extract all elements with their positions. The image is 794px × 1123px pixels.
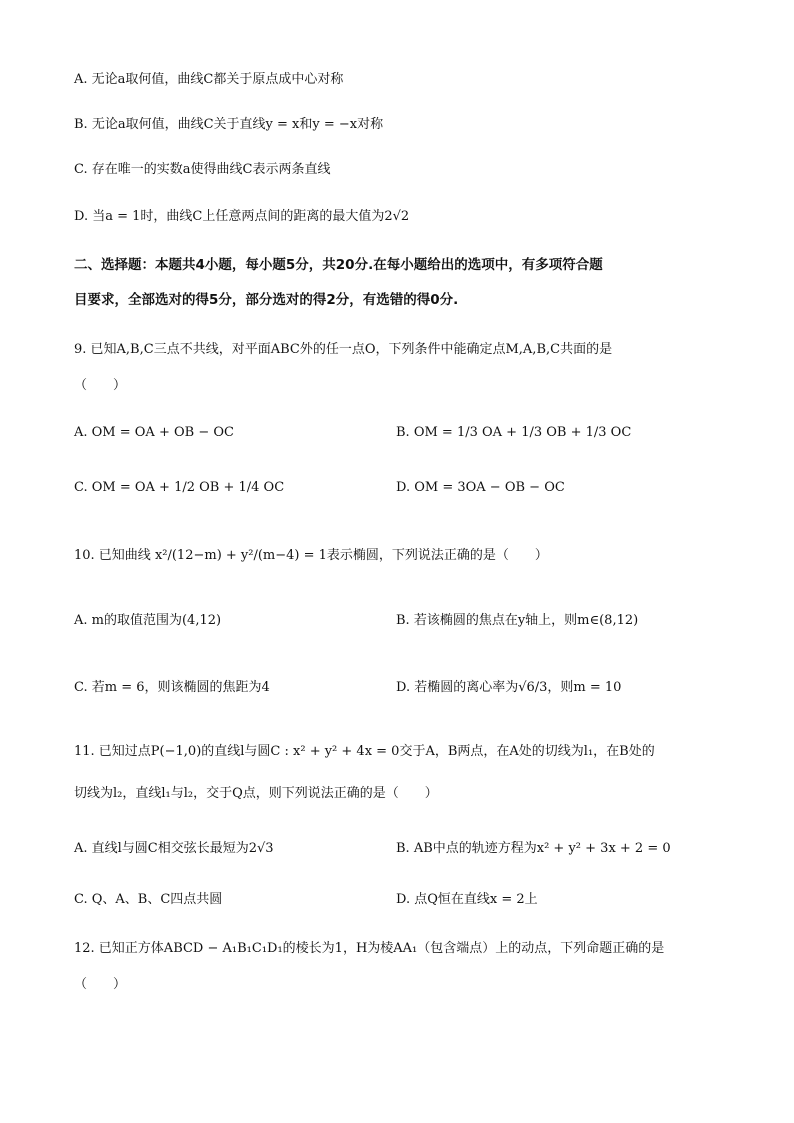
q10-option-c: C. 若m = 6，则该椭圆的焦距为4 [74, 680, 270, 695]
q11-stem-line1: 11. 已知过点P(−1,0)的直线l与圆C : x² + y² + 4x = 0交于A，B两点，在A处的切线为l₁，在B处的 [74, 744, 655, 759]
q8-option-b: B. 无论a取何值，曲线C关于直线y = x和y = −x对称 [74, 117, 384, 132]
q11-option-a: A. 直线l与圆C相交弦长最短为2√3 [74, 841, 274, 856]
q10-option-d: D. 若椭圆的离心率为√6/3，则m = 10 [396, 680, 622, 695]
section-heading-line2: 目要求，全部选对的得5分，部分选对的得2分，有选错的得0分. [74, 292, 459, 308]
q8-option-a: A. 无论a取何值，曲线C都关于原点成中心对称 [74, 72, 344, 87]
q10-option-b: B. 若该椭圆的焦点在y轴上，则m∈(8,12) [396, 613, 639, 628]
section-heading-line1: 二、选择题：本题共4小题，每小题5分，共20分.在每小题给出的选项中，有多项符合题 [74, 257, 603, 273]
q11-option-d: D. 点Q恒在直线x = 2上 [396, 892, 538, 907]
q10-stem: 10. 已知曲线 x²/(12−m) + y²/(m−4) = 1表示椭圆，下列说法正确的是（ ） [74, 548, 548, 563]
q9-option-c: C. OM = OA + 1/2 OB + 1/4 OC [74, 480, 285, 495]
q11-option-b: B. AB中点的轨迹方程为x² + y² + 3x + 2 = 0 [396, 841, 671, 856]
q8-option-d: D. 当a = 1时，曲线C上任意两点间的距离的最大值为2√2 [74, 209, 410, 224]
q9-option-b: B. OM = 1/3 OA + 1/3 OB + 1/3 OC [396, 425, 632, 440]
q9-option-a: A. OM = OA + OB − OC [74, 425, 234, 440]
q12-stem: 12. 已知正方体ABCD − A₁B₁C₁D₁的棱长为1，H为棱AA₁（包含端点）上的动点，下列命题正确的是 [74, 941, 665, 956]
q9-blank: （ ） [74, 378, 127, 393]
q10-option-a: A. m的取值范围为(4,12) [74, 613, 222, 628]
q11-option-c: C. Q、A、B、C四点共圆 [74, 892, 223, 907]
q11-stem-line2: 切线为l₂，直线l₁与l₂，交于Q点，则下列说法正确的是（ ） [74, 786, 438, 801]
q12-blank: （ ） [74, 977, 127, 992]
q9-option-d: D. OM = 3OA − OB − OC [396, 480, 565, 495]
q8-option-c: C. 存在唯一的实数a使得曲线C表示两条直线 [74, 162, 331, 177]
q9-stem: 9. 已知A,B,C三点不共线，对平面ABC外的任一点O，下列条件中能确定点M,A,B,C共面的是 [74, 342, 613, 357]
